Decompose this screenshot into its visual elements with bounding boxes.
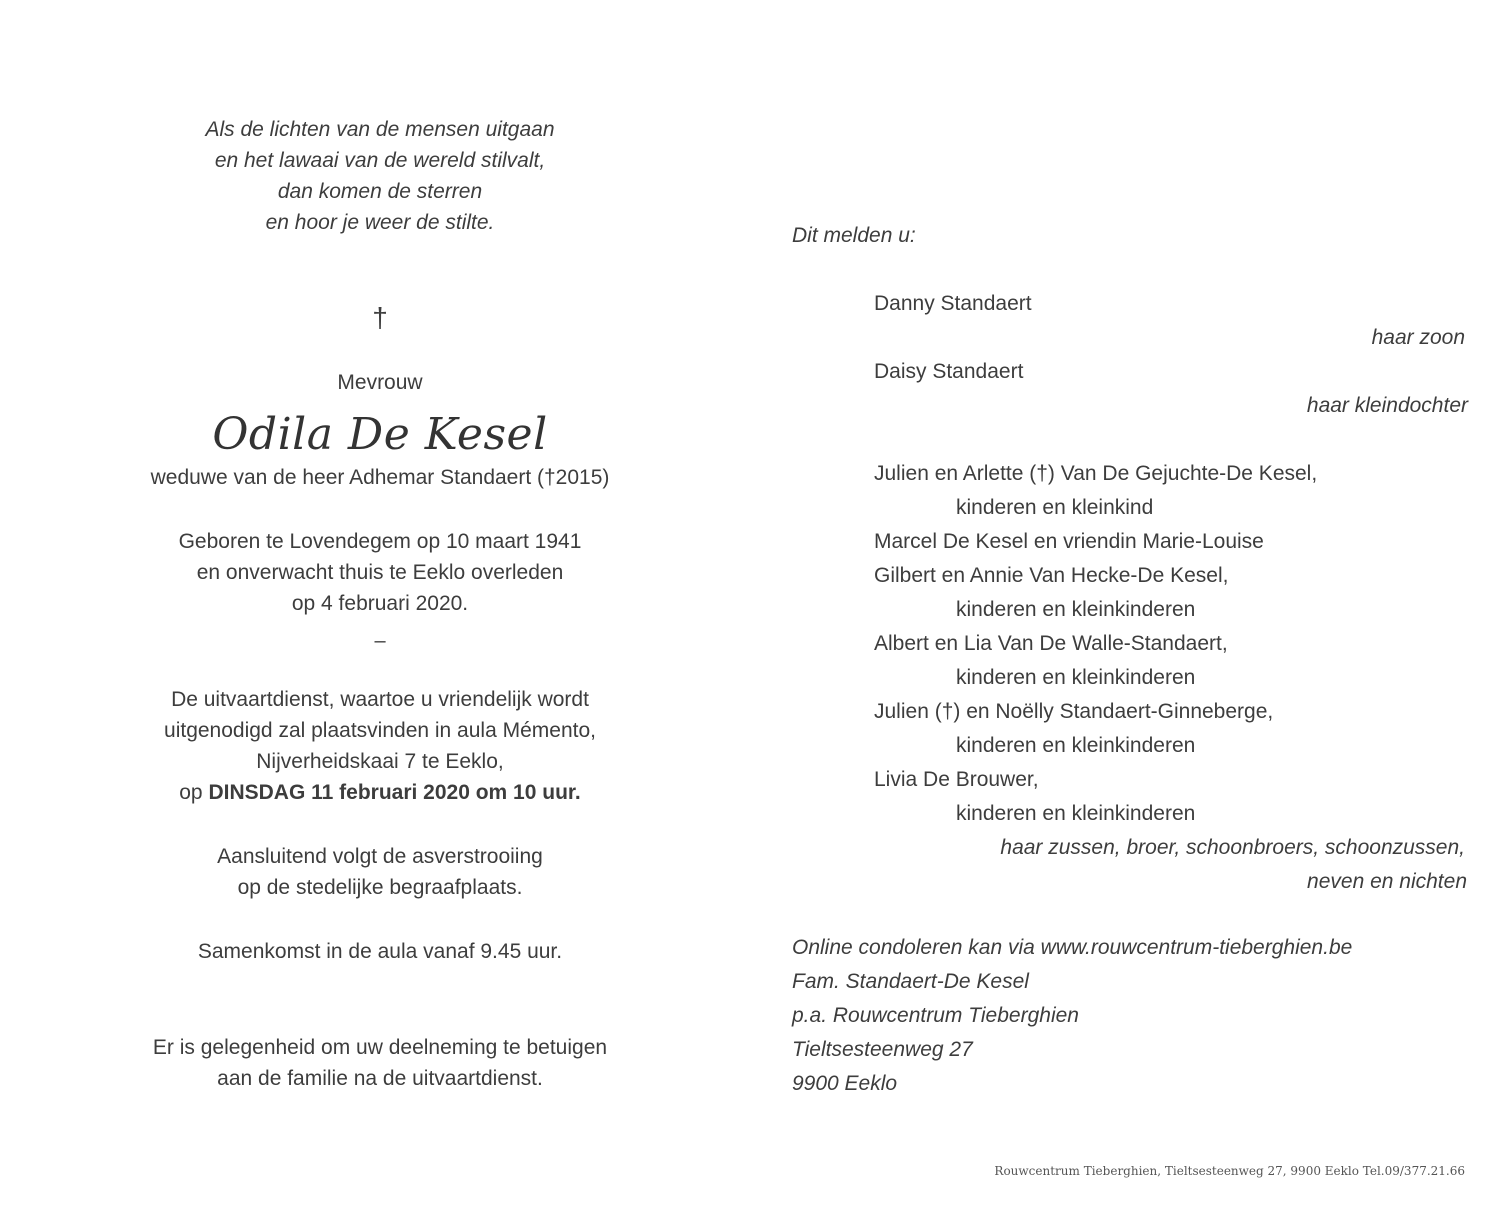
family-entry-name: Julien en Arlette (†) Van De Gejuchte-De Kesel, [874, 462, 1318, 485]
family-relation: haar zoon [1371, 326, 1465, 349]
family-entry-name: Daisy Standaert [874, 360, 1024, 383]
family-entry-sub: kinderen en kleinkind [956, 496, 1154, 519]
scattering-line-1: Aansluitend volgt de asverstrooiing [217, 845, 543, 868]
family-relation: haar kleindochter [1306, 394, 1468, 417]
family-entry-name: Albert en Lia Van De Walle-Standaert, [874, 632, 1228, 655]
funeral-home-footer: Rouwcentrum Tieberghien, Tieltsesteenweg 27, 9900 Eeklo Tel.09/377.21.66 [994, 1164, 1465, 1178]
family-entry-sub: kinderen en kleinkinderen [956, 666, 1196, 689]
contact-line-online: Online condoleren kan via www.rouwcentrum-tieberghien.be [792, 936, 1353, 959]
funeral-line-2: uitgenodigd zal plaatsvinden in aula Mémento, [164, 719, 596, 742]
deceased-name: Odila De Kesel [212, 409, 548, 460]
scattering-line-2: op de stedelijke begraafplaats. [237, 876, 523, 899]
birth-line-2: en onverwacht thuis te Eeklo overleden [196, 561, 564, 584]
separator-dash: – [374, 630, 386, 652]
funeral-date-prefix: op [179, 781, 209, 804]
poem-line-3: dan komen de sterren [277, 180, 483, 203]
gathering-line: Samenkomst in de aula vanaf 9.45 uur. [197, 940, 563, 963]
family-relation: neven en nichten [1307, 870, 1467, 893]
poem-line-2: en het lawaai van de wereld stilvalt, [214, 149, 546, 172]
contact-line-family: Fam. Standaert-De Kesel [792, 970, 1029, 993]
birth-line-1: Geboren te Lovendegem op 10 maart 1941 [178, 530, 582, 553]
family-entry-sub: kinderen en kleinkinderen [956, 734, 1196, 757]
contact-line-street: Tieltsesteenweg 27 [792, 1038, 973, 1061]
widow-line: weduwe van de heer Adhemar Standaert (†2015) [150, 466, 610, 489]
intro-text: Dit melden u: [792, 224, 916, 247]
title-mevrouw: Mevrouw [337, 371, 423, 394]
funeral-line-1: De uitvaartdienst, waartoe u vriendelijk wordt [171, 688, 589, 711]
family-entry-name: Gilbert en Annie Van Hecke-De Kesel, [874, 564, 1229, 587]
poem-line-4: en hoor je weer de stilte. [265, 211, 495, 234]
family-entry-sub: kinderen en kleinkinderen [956, 802, 1196, 825]
funeral-date-bold: DINSDAG 11 februari 2020 om 10 uur. [208, 781, 581, 804]
family-entry-name: Julien (†) en Noëlly Standaert-Ginneberge, [874, 700, 1274, 723]
family-entry-name: Danny Standaert [874, 292, 1032, 315]
condolence-line-1: Er is gelegenheid om uw deelneming te betuigen [152, 1036, 608, 1059]
condolence-line-2: aan de familie na de uitvaartdienst. [217, 1067, 543, 1090]
family-entry-name: Marcel De Kesel en vriendin Marie-Louise [874, 530, 1264, 553]
contact-line-care-of: p.a. Rouwcentrum Tieberghien [792, 1004, 1079, 1027]
family-entry-sub: kinderen en kleinkinderen [956, 598, 1196, 621]
funeral-line-3: Nijverheidskaai 7 te Eeklo, [256, 750, 504, 773]
right-panel [760, 0, 1509, 1214]
cross-icon: † [372, 302, 388, 333]
birth-line-3: op 4 februari 2020. [291, 592, 469, 615]
funeral-date-line [0, 777, 760, 808]
poem-line-1: Als de lichten van de mensen uitgaan [205, 118, 555, 141]
contact-line-city: 9900 Eeklo [792, 1072, 898, 1095]
family-entry-name: Livia De Brouwer, [874, 768, 1039, 791]
family-relation: haar zussen, broer, schoonbroers, schoonzussen, [1000, 836, 1465, 859]
